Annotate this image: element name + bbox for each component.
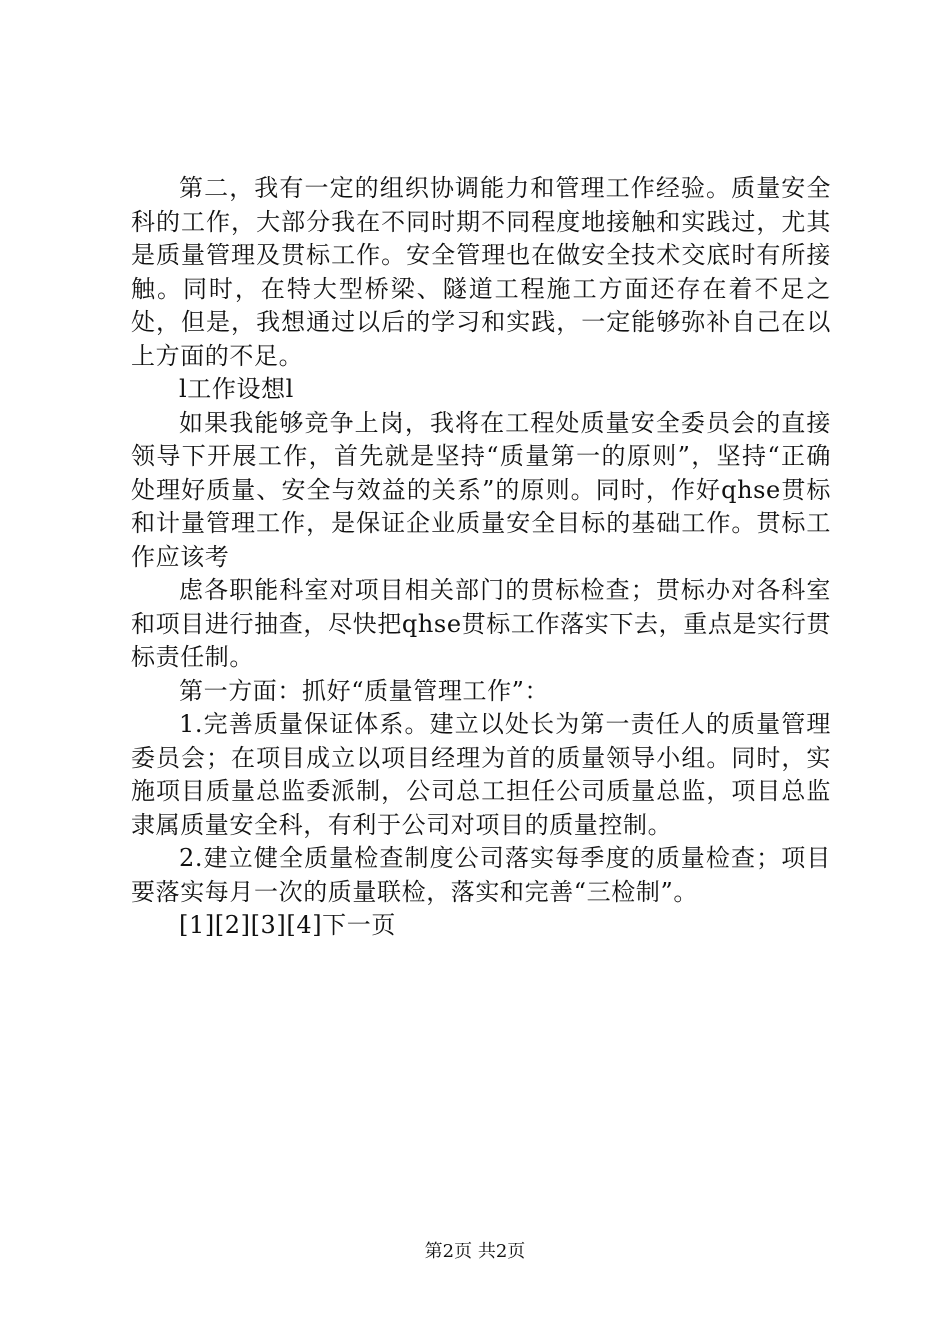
paragraph-work-plan: 如果我能够竞争上岗，我将在工程处质量安全委员会的直接领导下开展工作，首先就是坚持“质量第一的原则”，坚持“正确处理好质量、安全与效益的关系”的原则。同时，作好qhse贯标和计量管理工作，是保证企业质量安全目标的基础工作。贯标工作应该考 bbox=[131, 408, 831, 571]
document-body bbox=[131, 172, 831, 943]
subheading-quality-management: 第一方面：抓好“质量管理工作”： bbox=[179, 676, 550, 705]
paragraph-qualifications: 第二，我有一定的组织协调能力和管理工作经验。质量安全科的工作，大部分我在不同时期不同程度地接触和实践过，尤其是质量管理及贯标工作。安全管理也在做安全技术交底时有所接触。同时，在特大型桥梁、隧道工程施工方面还存在着不足之处，但是，我想通过以后的学习和实践，一定能够弥补自己在以上方面的不足。 bbox=[131, 174, 831, 370]
paragraph-standard-checks: 虑各职能科室对项目相关部门的贯标检查；贯标办对各科室和项目进行抽查，尽快把qhse贯标工作落实下去，重点是实行贯标责任制。 bbox=[131, 576, 831, 671]
page-number-footer: 第2页 共2页 bbox=[424, 1241, 526, 1262]
pagination-links[interactable]: [1][2][3][4]下一页 bbox=[179, 911, 396, 939]
section-heading-work-plan: l工作设想l bbox=[179, 375, 294, 403]
list-item-quality-system: 1.完善质量保证体系。建立以处长为第一责任人的质量管理委员会；在项目成立以项目经理为首的质量领导小组。同时，实施项目质量总监委派制，公司总工担任公司质量总监，项目总监隶属质量安全科，有利于公司对项目的质量控制。 bbox=[131, 710, 831, 839]
list-item-inspection-system: 2.建立健全质量检查制度公司落实每季度的质量检查；项目要落实每月一次的质量联检，落实和完善“三检制”。 bbox=[131, 844, 831, 906]
